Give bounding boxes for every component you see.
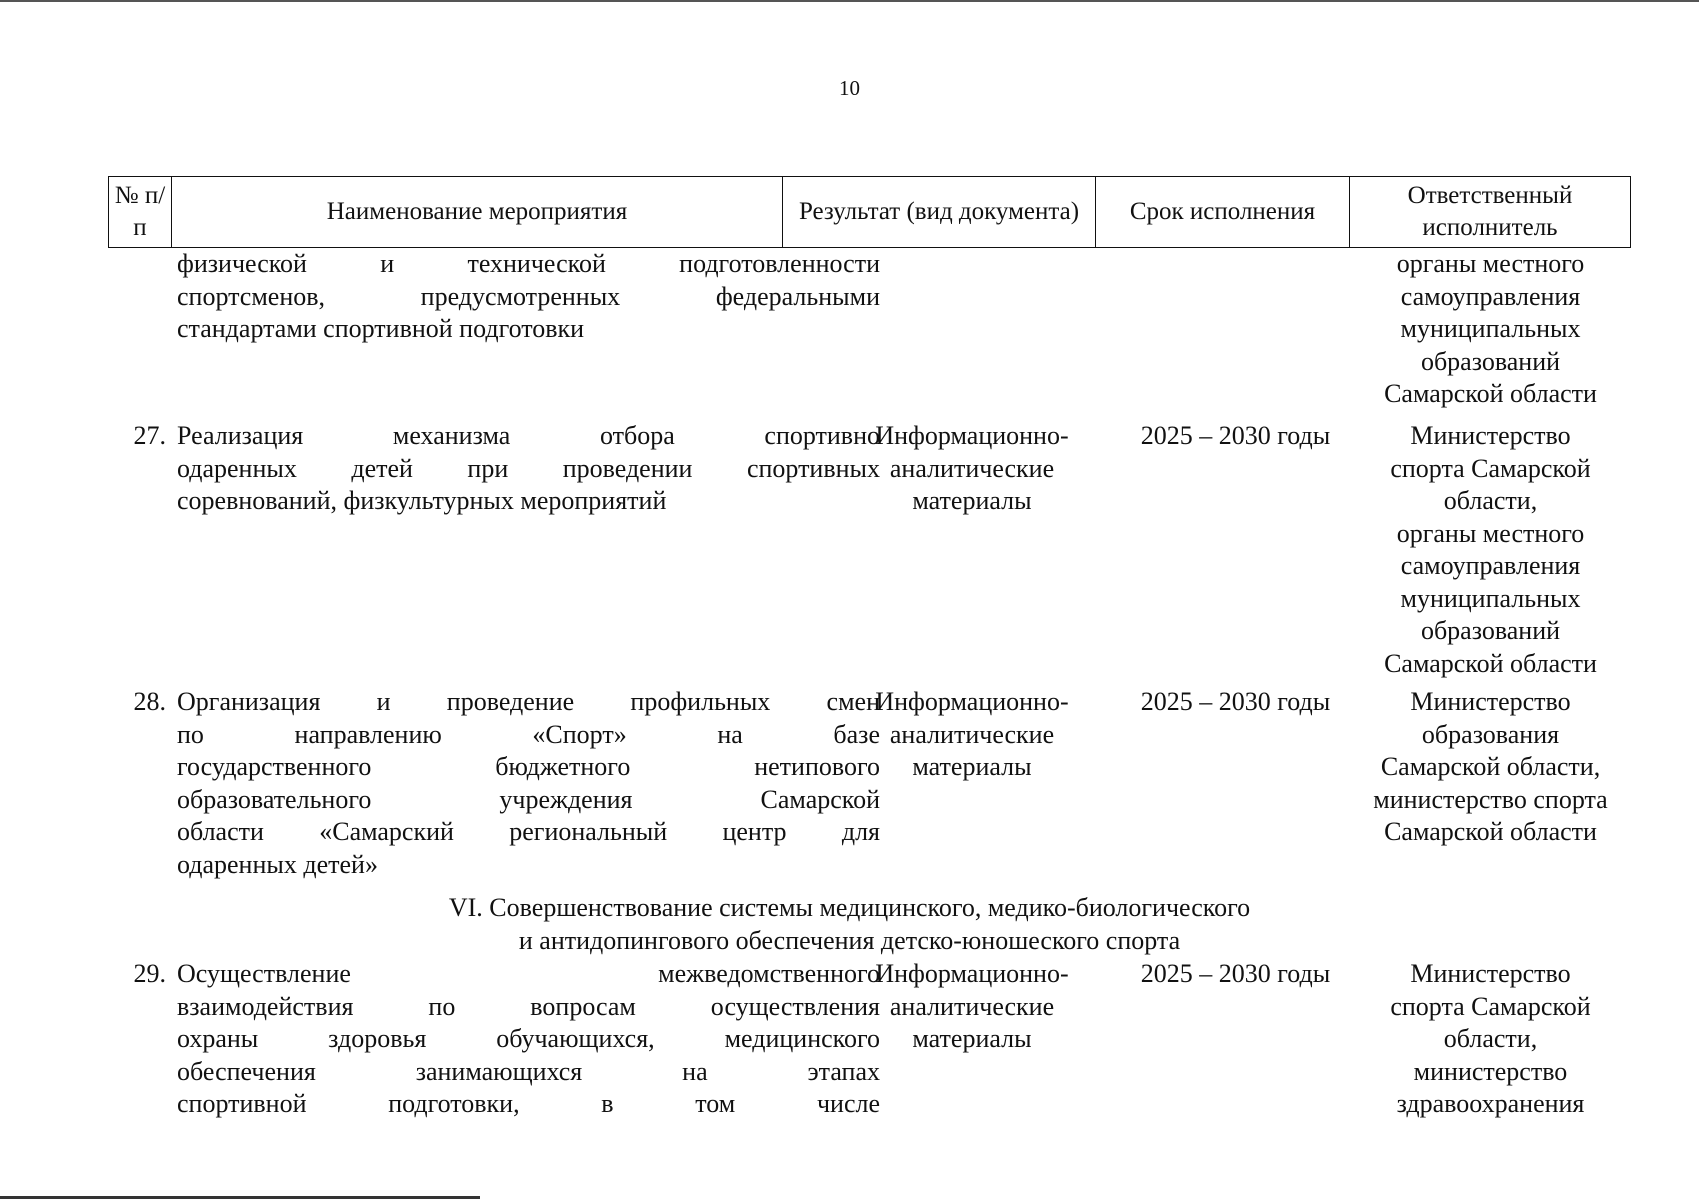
row-term: 2025 – 2030 годы bbox=[1140, 959, 1331, 988]
name-line: стандартами спортивной подготовки bbox=[177, 314, 585, 343]
row-responsible: органы местного самоуправления муниципальных образований Самарской области bbox=[1384, 249, 1597, 408]
header-name: Наименование мероприятия bbox=[172, 177, 783, 248]
name-line: области «Самарский региональный центр для bbox=[177, 817, 880, 846]
row-name bbox=[177, 420, 880, 518]
table-header bbox=[108, 176, 1631, 248]
row-number: 28. bbox=[133, 687, 166, 716]
row-term: 2025 – 2030 годы bbox=[1140, 421, 1331, 450]
name-line: соревнований, физкультурных мероприятий bbox=[177, 486, 667, 515]
name-line: образовательного учреждения Самарской bbox=[177, 784, 880, 814]
row-responsible: Министерство спорта Самарской области, органы местного самоуправления муниципальных образований Самарской области bbox=[1384, 421, 1597, 678]
name-line: одаренных детей» bbox=[177, 849, 378, 879]
row-name bbox=[177, 686, 880, 881]
header-responsible: Ответственный исполнитель bbox=[1350, 177, 1631, 248]
header-result: Результат (вид документа) bbox=[783, 177, 1096, 248]
name-line: по направлению «Спорт» на базе bbox=[177, 719, 880, 749]
row-result: Информационно- аналитические материалы bbox=[875, 959, 1069, 1053]
name-line: Реализация механизма отбора спортивно bbox=[177, 421, 880, 450]
row-number: 29. bbox=[133, 959, 166, 988]
header-num: № п/п bbox=[109, 177, 172, 248]
row-number: 27. bbox=[133, 421, 166, 450]
name-line: одаренных детей при проведении спортивных bbox=[177, 453, 880, 483]
name-line: обеспечения занимающихся на этапах bbox=[177, 1056, 880, 1086]
row-responsible: Министерство спорта Самарской области, министерство здравоохранения bbox=[1390, 959, 1591, 1118]
page-number: 10 bbox=[839, 76, 860, 100]
header-term: Срок исполнения bbox=[1096, 177, 1350, 248]
bottom-edge-line bbox=[0, 1196, 480, 1199]
name-line: государственного бюджетного нетипового bbox=[177, 752, 880, 781]
row-responsible: Министерство образования Самарской области, министерство спорта Самарской области bbox=[1373, 687, 1608, 846]
row-result: Информационно- аналитические материалы bbox=[875, 687, 1069, 781]
name-line: физической и технической подготовленности bbox=[177, 249, 880, 278]
name-line: охраны здоровья обучающихся, медицинского bbox=[177, 1024, 880, 1053]
row-name bbox=[177, 958, 880, 1121]
name-line: спортивной подготовки, в том числе bbox=[177, 1089, 880, 1118]
row-name bbox=[177, 248, 880, 346]
top-edge-line bbox=[0, 0, 1699, 2]
section-heading: VI. Совершенствование системы медицинского, медико-биологического и антидопингового обеспечения детско-юношеского спорта bbox=[448, 893, 1251, 955]
row-result: Информационно- аналитические материалы bbox=[875, 421, 1069, 515]
name-line: взаимодействия по вопросам осуществления bbox=[177, 991, 880, 1021]
name-line: спортсменов, предусмотренных федеральными bbox=[177, 281, 880, 311]
row-term: 2025 – 2030 годы bbox=[1140, 687, 1331, 716]
name-line: Осуществление межведомственного bbox=[177, 959, 880, 988]
name-line: Организация и проведение профильных смен bbox=[177, 687, 880, 716]
